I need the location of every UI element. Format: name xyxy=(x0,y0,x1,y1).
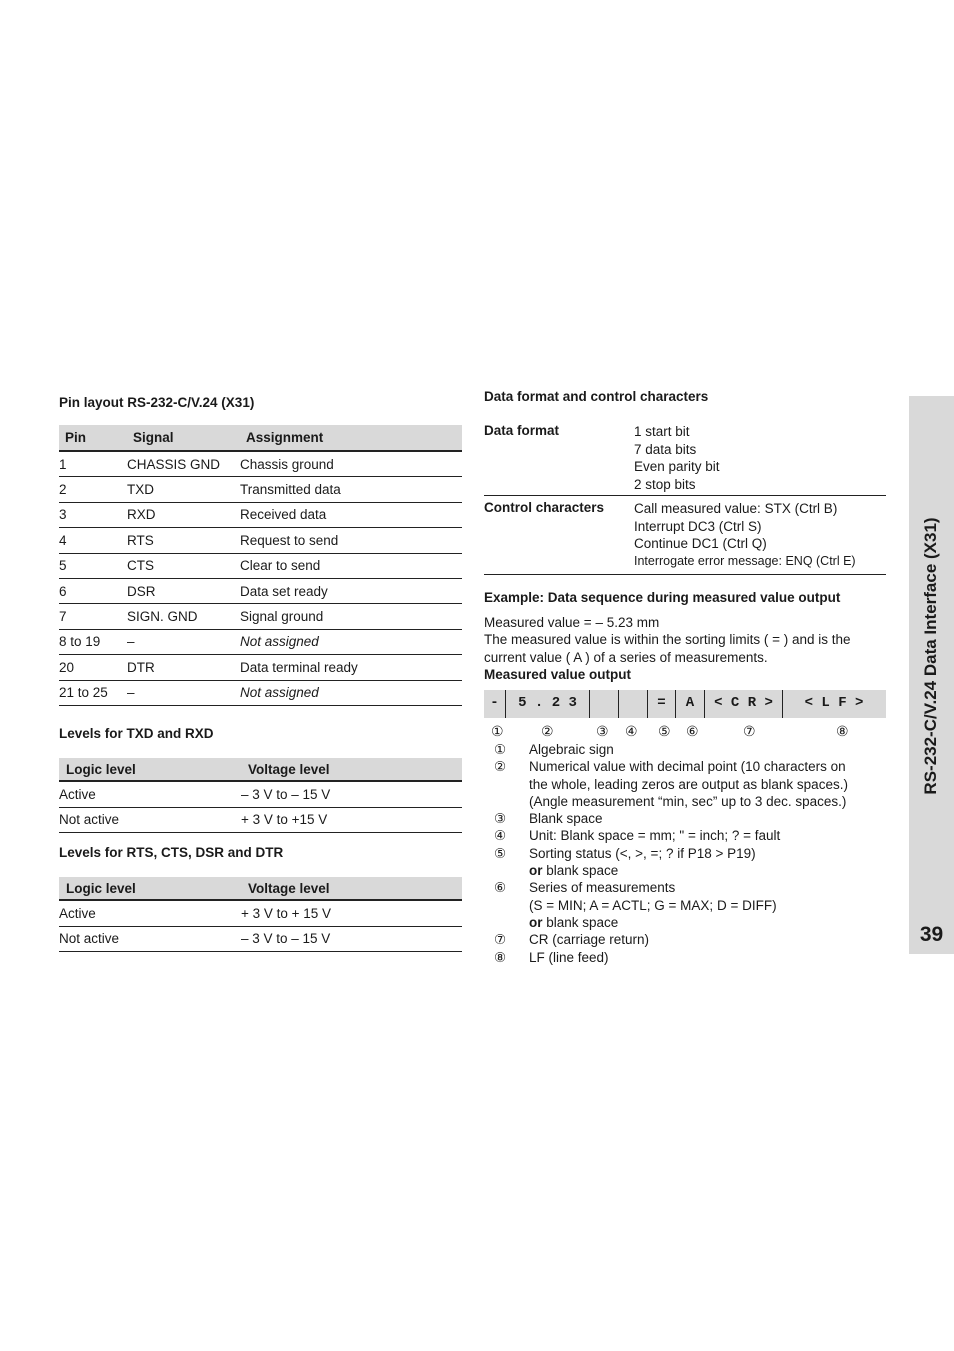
pin-cell: 20 xyxy=(59,655,127,680)
table-row xyxy=(59,655,462,680)
pin-cell: 1 xyxy=(59,451,127,477)
legend-item xyxy=(484,879,886,931)
column-header-logic-level: Logic level xyxy=(59,758,241,781)
voltage-level-cell: + 3 V to +15 V xyxy=(241,807,462,833)
levels-txd-rxd-table xyxy=(59,758,462,833)
control-characters-row xyxy=(484,500,886,575)
column-header-voltage-level: Voltage level xyxy=(241,877,462,900)
legend-item xyxy=(484,758,886,810)
control-value: Continue DC1 (Ctrl Q) xyxy=(634,536,767,551)
sequence-marker: ① xyxy=(491,723,504,739)
legend-number: ③ xyxy=(494,811,507,827)
data-format-value: 2 stop bits xyxy=(634,476,696,492)
sequence-cell: < C R > xyxy=(705,690,783,718)
voltage-level-cell: – 3 V to – 15 V xyxy=(241,926,462,952)
voltage-level-cell: – 3 V to – 15 V xyxy=(241,781,462,807)
sequence-cell: - xyxy=(484,690,506,718)
sequence-marker: ⑧ xyxy=(836,723,849,739)
legend-line: Unit: Blank space = mm; " = inch; ? = fault xyxy=(529,828,781,844)
signal-cell: CTS xyxy=(127,553,240,578)
table-header-row xyxy=(59,758,462,781)
chapter-title: RS-232-C/V.24 Data Interface (X31) xyxy=(921,517,940,795)
levels-txd-rxd-title: Levels for TXD and RXD xyxy=(59,726,214,741)
legend-number: ⑧ xyxy=(494,949,507,965)
table-row xyxy=(59,451,462,477)
table-header-row xyxy=(59,425,462,451)
data-format-value: 1 start bit xyxy=(634,424,690,439)
data-format-values xyxy=(634,423,720,493)
signal-cell: SIGN. GND xyxy=(127,604,240,629)
data-sequence-bar xyxy=(484,690,886,718)
legend-line: Algebraic sign xyxy=(529,742,614,757)
legend-line: (S = MIN; A = ACTL; G = MAX; D = DIFF) xyxy=(529,897,777,913)
example-title: Example: Data sequence during measured value output xyxy=(484,590,841,605)
legend-number: ② xyxy=(494,759,507,775)
sequence-cell xyxy=(619,690,648,718)
table-row xyxy=(59,680,462,705)
sequence-marker: ⑤ xyxy=(658,723,671,739)
legend-line: (Angle measurement “min, sec” up to 3 dec. spaces.) xyxy=(529,793,847,809)
signal-cell: RTS xyxy=(127,528,240,553)
assignment-cell: Not assigned xyxy=(240,629,462,654)
data-format-value: Even parity bit xyxy=(634,459,720,474)
signal-cell: RXD xyxy=(127,502,240,527)
pin-cell: 6 xyxy=(59,578,127,603)
assignment-cell: Not assigned xyxy=(240,680,462,705)
legend-item xyxy=(484,931,886,948)
data-format-label: Data format xyxy=(484,423,560,438)
pin-cell: 8 to 19 xyxy=(59,629,127,654)
pin-layout-body xyxy=(59,451,462,705)
pin-cell: 21 to 25 xyxy=(59,680,127,705)
logic-level-cell: Active xyxy=(59,900,241,926)
assignment-cell: Clear to send xyxy=(240,553,462,578)
signal-cell: DSR xyxy=(127,578,240,603)
control-value: Call measured value: STX (Ctrl B) xyxy=(634,501,838,516)
page-number: 39 xyxy=(919,923,944,946)
column-header-pin: Pin xyxy=(59,425,127,451)
signal-cell: – xyxy=(127,680,240,705)
legend-line: the whole, leading zeros are output as blank spaces.) xyxy=(529,776,848,792)
pin-cell: 3 xyxy=(59,502,127,527)
table-row xyxy=(59,926,462,952)
legend-number: ⑦ xyxy=(494,932,507,948)
or-rest-text: blank space xyxy=(542,863,619,879)
legend-item xyxy=(484,741,886,758)
sequence-cell: A xyxy=(676,690,705,718)
legend-line: LF (line feed) xyxy=(529,949,609,965)
levels-rts-table xyxy=(59,877,462,952)
legend-item xyxy=(484,827,886,844)
voltage-level-cell: + 3 V to + 15 V xyxy=(241,900,462,926)
table-row xyxy=(59,477,462,502)
pin-layout-table xyxy=(59,425,462,706)
chapter-sidebar xyxy=(909,396,954,954)
sequence-cell: 5 . 2 3 xyxy=(506,690,590,718)
or-rest-text: blank space xyxy=(542,914,619,930)
signal-cell: – xyxy=(127,629,240,654)
assignment-cell: Transmitted data xyxy=(240,477,462,502)
legend-number: ④ xyxy=(494,828,507,844)
column-header-assignment: Assignment xyxy=(240,425,462,451)
assignment-cell: Data set ready xyxy=(240,578,462,603)
legend-number: ① xyxy=(494,742,507,757)
column-header-signal: Signal xyxy=(127,425,240,451)
table-row xyxy=(59,629,462,654)
logic-level-cell: Not active xyxy=(59,807,241,833)
table-row xyxy=(59,807,462,833)
legend-line: Numerical value with decimal point (10 characters on xyxy=(529,759,846,775)
sequence-legend xyxy=(484,741,886,966)
table-row xyxy=(59,900,462,926)
data-format-row xyxy=(484,423,886,496)
signal-cell: TXD xyxy=(127,477,240,502)
or-keyword: or xyxy=(529,914,543,930)
measured-value-output-label: Measured value output xyxy=(484,666,632,682)
control-value: Interrogate error message: ENQ (Ctrl E) xyxy=(634,553,856,568)
signal-cell: DTR xyxy=(127,655,240,680)
table-header-row xyxy=(59,877,462,900)
legend-item xyxy=(484,949,886,966)
table-row xyxy=(59,578,462,603)
assignment-cell: Chassis ground xyxy=(240,451,462,477)
assignment-cell: Request to send xyxy=(240,528,462,553)
example-line-measured-value: Measured value = – 5.23 mm xyxy=(484,615,660,630)
logic-level-cell: Not active xyxy=(59,926,241,952)
column-header-voltage-level: Voltage level xyxy=(241,758,462,781)
sequence-cell: = xyxy=(648,690,676,718)
pin-cell: 5 xyxy=(59,553,127,578)
legend-number: ⑥ xyxy=(494,880,507,896)
sequence-marker: ④ xyxy=(625,723,638,739)
table-row xyxy=(59,502,462,527)
legend-line: Sorting status (<, >, =; ? if P18 > P19) xyxy=(529,845,756,861)
table-row xyxy=(59,553,462,578)
legend-number: ⑤ xyxy=(494,845,507,861)
logic-level-cell: Active xyxy=(59,781,241,807)
legend-line: Blank space xyxy=(529,811,603,827)
assignment-cell: Signal ground xyxy=(240,604,462,629)
legend-line xyxy=(529,862,886,879)
sequence-marker: ⑥ xyxy=(686,723,699,739)
pin-cell: 4 xyxy=(59,528,127,553)
data-format-value: 7 data bits xyxy=(634,441,697,457)
pin-cell: 2 xyxy=(59,477,127,502)
sequence-marker: ③ xyxy=(596,723,609,739)
table-row xyxy=(59,781,462,807)
column-header-logic-level: Logic level xyxy=(59,877,241,900)
pin-cell: 7 xyxy=(59,604,127,629)
sequence-marker: ② xyxy=(541,723,554,739)
control-characters-label: Control characters xyxy=(484,500,605,515)
legend-line: Series of measurements xyxy=(529,880,676,896)
control-value: Interrupt DC3 (Ctrl S) xyxy=(634,518,762,534)
assignment-cell: Received data xyxy=(240,502,462,527)
sequence-cell: < L F > xyxy=(804,695,864,711)
signal-cell: CHASSIS GND xyxy=(127,451,240,477)
sequence-marker: ⑦ xyxy=(743,723,756,739)
legend-line: CR (carriage return) xyxy=(529,932,650,948)
example-text xyxy=(484,614,886,683)
legend-item xyxy=(484,810,886,827)
data-format-title: Data format and control characters xyxy=(484,389,709,404)
table-row xyxy=(59,528,462,553)
example-line-description: The measured value is within the sorting limits ( = ) and is the current value ( A ) of a series of measurements. xyxy=(484,632,851,665)
legend-line xyxy=(529,914,886,931)
pin-layout-title: Pin layout RS-232-C/V.24 (X31) xyxy=(59,395,255,410)
levels-rts-title: Levels for RTS, CTS, DSR and DTR xyxy=(59,845,284,860)
control-characters-values xyxy=(634,500,856,570)
sequence-cell xyxy=(590,690,619,718)
or-keyword: or xyxy=(529,863,543,879)
table-row xyxy=(59,604,462,629)
legend-item xyxy=(484,845,886,880)
assignment-cell: Data terminal ready xyxy=(240,655,462,680)
